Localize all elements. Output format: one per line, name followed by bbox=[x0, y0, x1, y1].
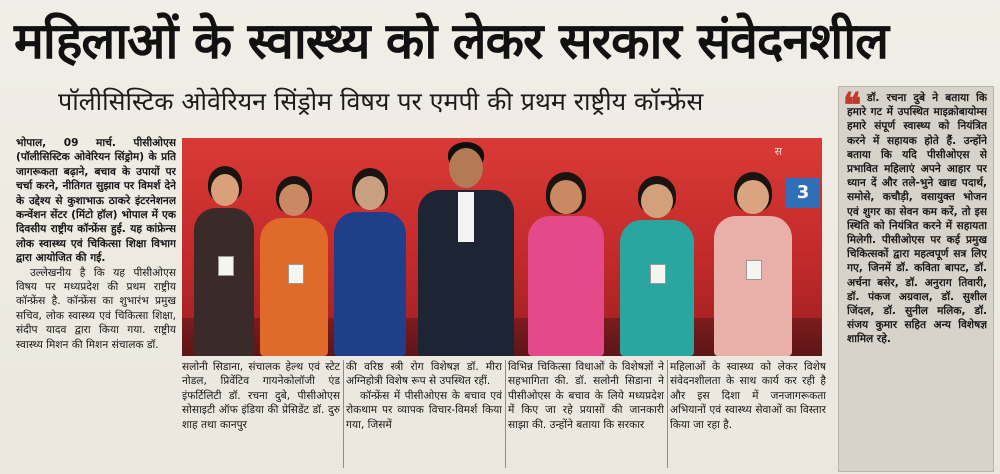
column-divider bbox=[505, 360, 506, 468]
person-6 bbox=[620, 176, 694, 356]
subheadline: पॉलीसिस्टिक ओवेरियन सिंड्रोम विषय पर एमपी की प्रथम राष्ट्रीय कॉन्फ्रेंस bbox=[58, 87, 704, 116]
person-7 bbox=[714, 172, 792, 356]
lead-paragraph: भोपाल, 09 मार्च. पीसीओएस (पॉलीसिस्टिक ओवेरियन सिंड्रोम) के प्रति जागरूकता बढ़ाने, बचाव के उपायों पर चर्चा करने, नीतिगत सुझाव पर विमर्श देने के उद्देश्य से कुशाभाऊ ठाकरे इंटरनेशनल कन्वेंशन सेंटर (मिंटो हॉल) भोपाल में एक दिवसीय राष्ट्रीय कॉन्फ्रेंस हुई. यह कांफ्रेन्स लोक स्वास्थ्य एवं चिकित्सा शिक्षा विभाग द्वारा आयोजित की गई. bbox=[16, 137, 176, 265]
person-1 bbox=[194, 166, 254, 356]
sidebar-quote-box bbox=[838, 86, 994, 472]
banner-logo: 3 bbox=[786, 178, 820, 208]
column-divider bbox=[343, 360, 344, 468]
person-2 bbox=[260, 176, 328, 356]
column-2-para-a: की वरिष्ठ स्त्री रोग विशेषज्ञ डॉ. मीरा अग्निहोत्री विशेष रूप से उपस्थित रहीं. bbox=[346, 361, 502, 388]
sidebar-quote-text: डॉ. रचना दुबे ने बताया कि हमारे गट में उपस्थित माइक्रोबायोम्स हमारे संपूर्ण स्वास्थ्य को नियंत्रित करने में सहायक होते हैं. उन्होंने बताया कि यदि पीसीओएस से प्रभावित महिलाएं अपने आहार पर ध्यान दें और तले-भुने खाद्य पदार्थ, समोसे, कचौड़ी, वसायुक्त भोजन एवं शुगर का सेवन कम करें, तो इस स्थिति को नियंत्रित करने में सहायता मिलेगी. पीसीओएस पर कई प्रमुख चिकित्सकों द्वारा महत्वपूर्ण सत्र लिए गए, जिनमें डॉ. कविता बापट, डॉ. अर्चना बसेर, डॉ. अनुराग तिवारी, डॉ. पंकज अग्रवाल, डॉ. सुशील जिंदल, डॉ. सुनील मलिक, डॉ. संजय कुमार सहित अन्य विशेषज्ञ शामिल रहे. bbox=[847, 92, 987, 346]
headline: महिलाओं के स्वास्थ्य को लेकर सरकार संवेदनशील bbox=[14, 12, 889, 70]
column-divider bbox=[667, 360, 668, 468]
lead-column bbox=[16, 136, 176, 470]
column-2-para-b: कॉन्फ्रेंस में पीसीओएस के बचाव एवं रोकथाम पर व्यापक विचार-विमर्श किया गया, जिसमें bbox=[346, 389, 502, 431]
person-3 bbox=[334, 168, 406, 356]
column-4: महिलाओं के स्वास्थ्य को लेकर विशेष संवेदनशीलता के साथ कार्य कर रही है और इस दिशा में जनजागरूकता अभियानों एवं स्वास्थ्य सेवाओं का विस्तार किया जा रहा है. bbox=[670, 361, 826, 431]
paragraph-2: उल्लेखनीय है कि यह पीसीओएस विषय पर मध्यप्रदेश की प्रथम राष्ट्रीय कॉन्फ्रेंस है. कॉन्फ्रेंस का शुभारंभ प्रमुख सचिव, लोक स्वास्थ्य एवं चिकित्सा शिक्षा, संदीप यादव द्वारा किया गया. राष्ट्रीय स्वास्थ्य मिशन की मिशन संचालक डॉ. bbox=[16, 266, 176, 351]
column-3: विभिन्न चिकित्सा विधाओं के विशेषज्ञों ने सहभागिता की. डॉ. सलोनी सिडाना ने पीसीओएस के बचाव के लिये मध्यप्रदेश में किए जा रहे प्रयासों की जानकारी साझा की. उन्होंने बताया कि सरकार bbox=[508, 361, 664, 431]
person-4 bbox=[418, 142, 514, 356]
quote-mark-icon: ❝ bbox=[843, 86, 862, 126]
column-1: सलोनी सिडाना, संचालक हेल्थ एवं स्टेट नोडल, प्रिवेंटिव गायनेकोलॉजी एंड इंफर्टिलिटी डॉ. रचना दुबे, पीसीओएस सोसाइटी ऑफ इंडिया की प्रेसिडेंट डॉ. दुरु शाह तथा कानपुर bbox=[182, 361, 340, 431]
column-2 bbox=[346, 360, 502, 470]
person-5 bbox=[528, 172, 604, 356]
banner-text: स bbox=[774, 145, 782, 158]
event-photo bbox=[182, 138, 822, 356]
